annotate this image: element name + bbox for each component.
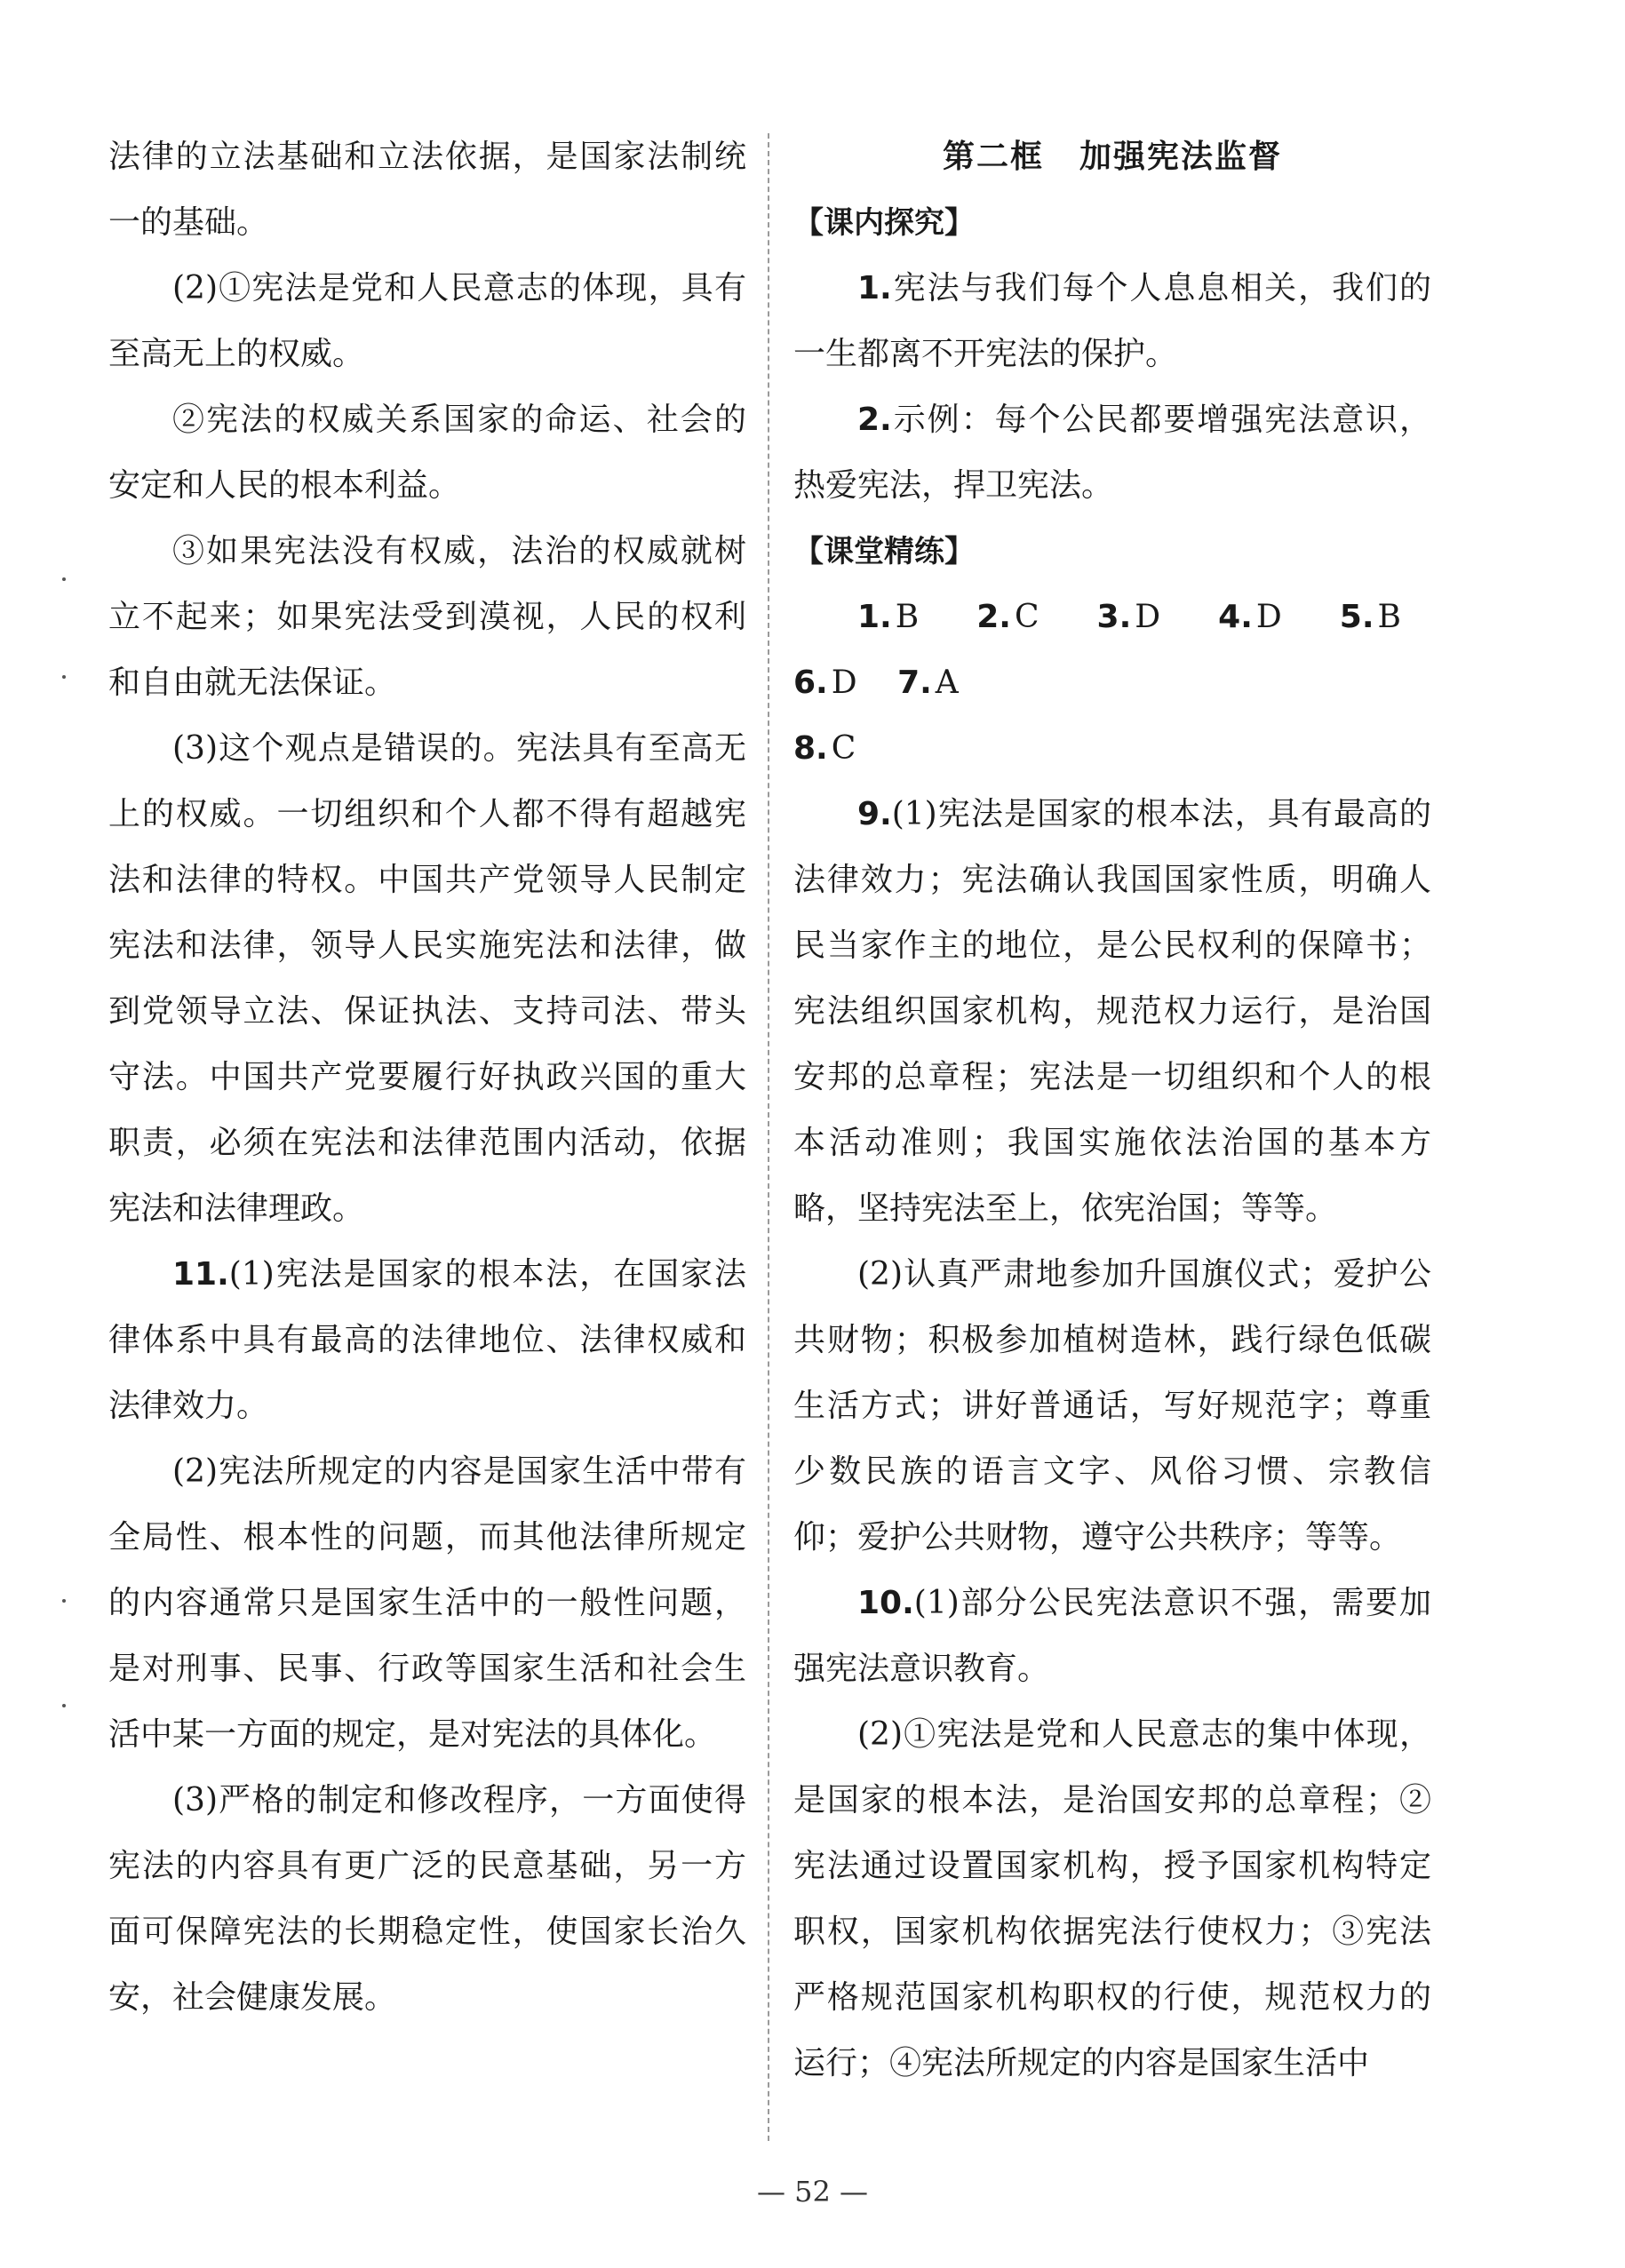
answer-8-value: C bbox=[831, 730, 856, 767]
question-9-part-1 bbox=[793, 782, 1431, 1242]
answer-3-value: D bbox=[1135, 599, 1161, 635]
answer-2-number: 2. bbox=[976, 599, 1011, 635]
left-paragraph-5: (3)这个观点是错误的。宪法具有至高无上的权威。一切组织和个人都不得有超越宪法和法律的特权。中国共产党领导人民制定宪法和法律，领导人民实施宪法和法律，做到党领导立法、保证执法、支持司法、带头守法。中国共产党要履行好执政兴国的重大职责，必须在宪法和法律范围内活动，依据宪法和法律理政。 bbox=[108, 730, 746, 1227]
left-paragraph-4: ③如果宪法没有权威，法治的权威就树立不起来；如果宪法受到漠视，人民的权利和自由就无法保证。 bbox=[108, 533, 746, 701]
explore-item-1 bbox=[793, 256, 1431, 387]
answer-4-value: D bbox=[1255, 599, 1282, 635]
explore-item-2-number: 2. bbox=[857, 402, 892, 438]
question-9-part-2: (2)认真严肃地参加升国旗仪式；爱护公共财物；积极参加植树造林，践行绿色低碳生活方式；讲好普通话，写好规范字；尊重少数民族的语言文字、风俗习惯、宗教信仰；爱护公共财物，遵守公共秩序；等等。 bbox=[793, 1256, 1431, 1556]
explore-item-1-text: 宪法与我们每个人息息相关，我们的一生都离不开宪法的保护。 bbox=[793, 270, 1431, 372]
question-10-part-2: (2)①宪法是党和人民意志的集中体现，是国家的根本法，是治国安邦的总章程；②宪法通过设置国家机构，授予国家机构特定职权，国家机构依据宪法行使权力；③宪法严格规范国家机构职权的行使，规范权力的运行；④宪法所规定的内容是国家生活中 bbox=[793, 1716, 1431, 2081]
question-11-part-1 bbox=[108, 1242, 746, 1439]
answer-5-number: 5. bbox=[1339, 599, 1374, 635]
question-11-part-1-text: (1)宪法是国家的根本法，在国家法律体系中具有最高的法律地位、法律权威和法律效力。 bbox=[108, 1256, 746, 1424]
answer-2 bbox=[976, 599, 1039, 635]
column-divider bbox=[768, 133, 769, 2141]
question-10-part-1-text: (1)部分公民宪法意识不强，需要加强宪法意识教育。 bbox=[793, 1585, 1431, 1687]
answer-6-number: 6. bbox=[793, 664, 828, 701]
answer-2-value: C bbox=[1014, 599, 1040, 635]
answer-3-number: 3. bbox=[1096, 599, 1132, 635]
answer-3 bbox=[1097, 599, 1161, 635]
answer-5-value: B bbox=[1377, 599, 1401, 635]
margin-dot bbox=[62, 1599, 66, 1603]
page-number: — 52 — bbox=[756, 2175, 869, 2208]
subhead-practice: 【课堂精练】 bbox=[793, 534, 975, 569]
explore-item-2 bbox=[793, 387, 1431, 519]
section-title-text: 加强宪法监督 bbox=[1079, 139, 1283, 175]
margin-dot bbox=[62, 577, 66, 581]
subhead-explore: 【课内探究】 bbox=[793, 205, 975, 241]
answer-1-value: B bbox=[895, 599, 920, 635]
question-9-part-1-text: (1)宪法是国家的根本法，具有最高的法律效力；宪法确认我国国家性质，明确人民当家作主的地位，是公民权利的保障书；宪法组织国家机构，规范权力运行，是治国安邦的总章程；宪法是一切组织和个人的根本活动准则；我国实施依法治国的基本方略，坚持宪法至上，依宪治国；等等。 bbox=[793, 796, 1431, 1227]
question-11-part-2: (2)宪法所规定的内容是国家生活中带有全局性、根本性的问题，而其他法律所规定的内容通常只是国家生活中的一般性问题，是对刑事、民事、行政等国家生活和社会生活中某一方面的规定，是对宪法的具体化。 bbox=[108, 1453, 746, 1753]
answer-7-number: 7. bbox=[897, 664, 932, 701]
question-11-part-3: (3)严格的制定和修改程序，一方面使得宪法的内容具有更广泛的民意基础，另一方面可保障宪法的长期稳定性，使国家长治久安，社会健康发展。 bbox=[108, 1782, 746, 2016]
left-paragraph-2: (2)①宪法是党和人民意志的体现，具有至高无上的权威。 bbox=[108, 270, 746, 372]
margin-dot bbox=[62, 675, 66, 679]
answer-1-number: 1. bbox=[857, 599, 892, 635]
section-title-number: 第二框 bbox=[942, 139, 1044, 175]
margin-dot bbox=[62, 1704, 66, 1707]
answer-1 bbox=[857, 599, 919, 635]
question-10-part-1 bbox=[793, 1571, 1431, 1702]
answer-6 bbox=[793, 664, 857, 701]
answer-4 bbox=[1218, 599, 1282, 635]
question-10-number: 10. bbox=[857, 1585, 914, 1621]
question-9-number: 9. bbox=[857, 796, 892, 832]
explore-item-1-number: 1. bbox=[857, 270, 892, 306]
answer-key bbox=[793, 585, 1431, 716]
right-column bbox=[793, 124, 1431, 2097]
explore-item-2-text: 示例：每个公民都要增强宪法意识，热爱宪法，捍卫宪法。 bbox=[793, 402, 1431, 504]
answer-4-number: 4. bbox=[1218, 599, 1253, 635]
answer-7-value: A bbox=[935, 664, 959, 701]
left-paragraph-1: 法律的立法基础和立法依据，是国家法制统一的基础。 bbox=[108, 139, 746, 241]
answer-5 bbox=[1340, 599, 1401, 635]
answer-8-number: 8. bbox=[793, 730, 828, 767]
left-column bbox=[108, 124, 746, 2031]
answer-8-line bbox=[793, 716, 1431, 782]
answer-6-value: D bbox=[831, 664, 857, 701]
left-paragraph-3: ②宪法的权威关系国家的命运、社会的安定和人民的根本利益。 bbox=[108, 402, 746, 504]
answer-8 bbox=[793, 730, 856, 767]
question-11-number: 11. bbox=[172, 1256, 229, 1293]
answer-7 bbox=[897, 664, 959, 701]
section-title bbox=[793, 124, 1431, 190]
